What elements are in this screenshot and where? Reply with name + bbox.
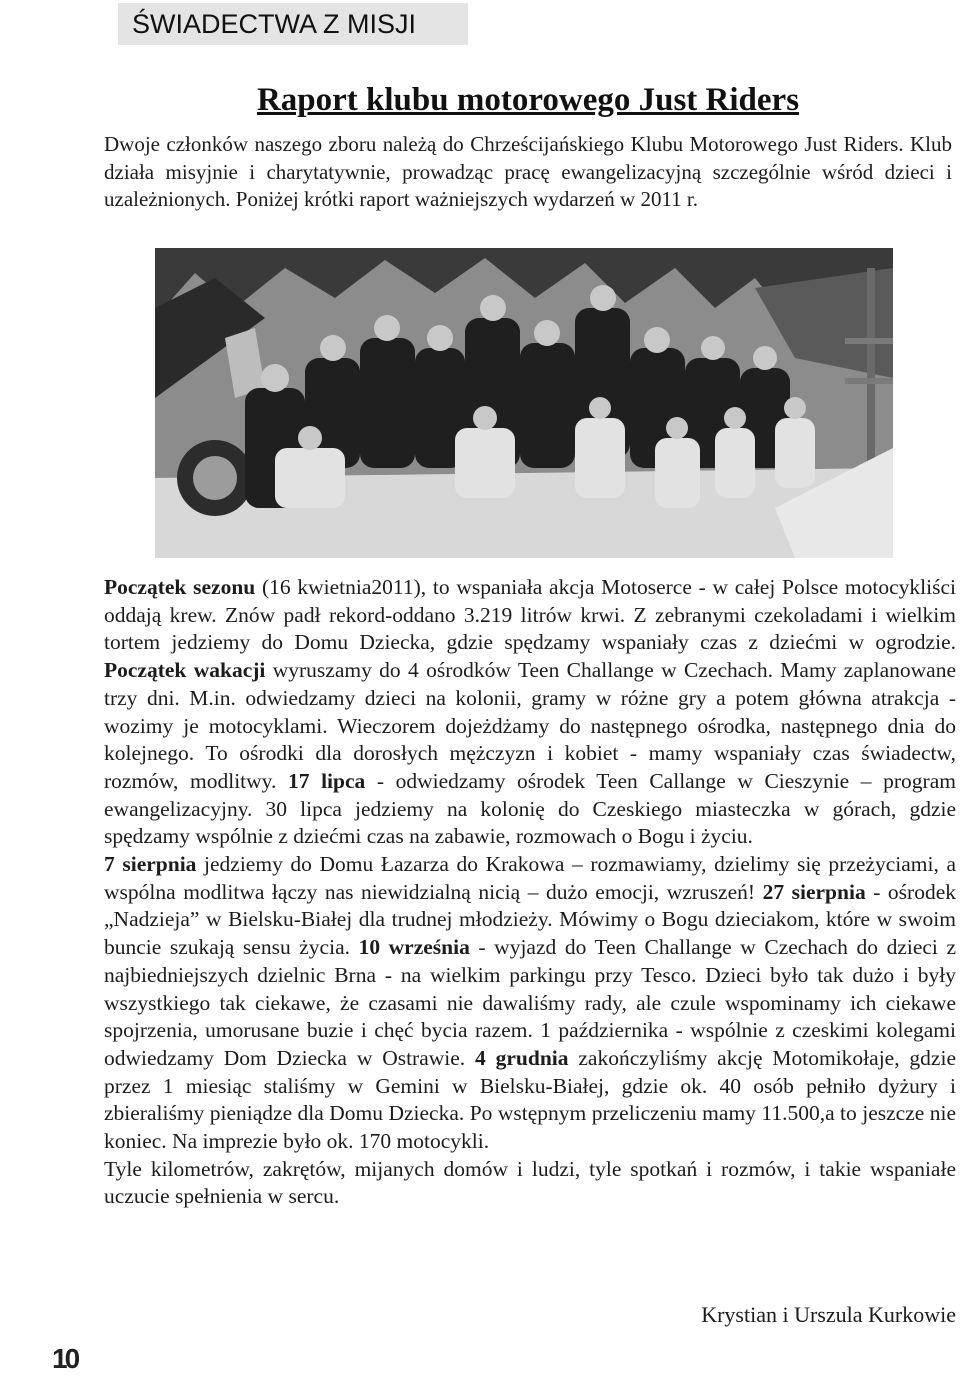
bold-date: Początek sezonu [104, 575, 256, 599]
signature: Krystian i Urszula Kurkowie [701, 1302, 956, 1327]
bold-date: 27 sierpnia [762, 879, 866, 904]
bold-date: 10 września [358, 935, 470, 960]
bold-date: 17 lipca [288, 768, 366, 793]
paragraph-text: zakończyliśmy akcję Motomikołaje, gdzie przez 1 miesiąc staliśmy w Gemini w Bielsku-Białej, gdzie ok. 40 osób pełniło dyżury i zbieraliśmy pieniądze dla Domu Dziecka. Po wstępnym przeliczeniu mamy 11.500,a to jeszcze nie koniec. Na imprezie było ok. 170 motocykli. [104, 1045, 956, 1154]
article-body [104, 574, 956, 1211]
paragraph-text: - ośrodek „Nadzieja” w Bielsku-Białej dla trudnej młodzieży. Mówimy o Bogu dzieciakom, które w swoim buncie szukają sensu życia. [104, 879, 956, 960]
paragraph-text: - wyjazd do Teen Challange w Czechach do dzieci z najbiedniejszych dzielnic Brna - na wielkim parkingu przy Tesco. Dzieci było tak dużo i były wszystkiego tak ciekawe, że czasami nie dawaliśmy rady, ale czule wspominamy ich ciekawe spojrzenia, umorusane buzie i chęć bycia razem. 1 października - wspólnie z czeskimi kolegami odwiedzamy Dom Dziecka w Ostrawie. [104, 935, 957, 1070]
article-title: Raport klubu motorowego Just Riders [256, 82, 800, 118]
paragraph-text: wyruszamy do 4 ośrodków Teen Challange w Czechach. Mamy zaplanowane trzy dni. M.in. odwiedzamy dzieci na kolonii, gramy w różne gry a potem główna atrakcja - wozimy je motocyklami. Wieczorem dojeżdżamy do następnego ośrodka, następnego dnia do kolejnego. To ośrodki dla dorosłych mężczyzn i kobiet - mamy wspaniały czas świadectw, rozmów, modlitwy. [104, 658, 956, 793]
bold-date: 4 grudnia [475, 1045, 569, 1070]
page-number: 10 [52, 1343, 78, 1374]
group-photo [155, 248, 893, 558]
bold-date: 7 sierpnia [104, 852, 197, 877]
bold-date: Początek wakacji [104, 658, 266, 683]
paragraph-text: jedziemy do Domu Łazarza do Krakowa – rozmawiamy, dzielimy się przeżyciami, a wspólna modlitwa łączy nas niewidzialną nicią – dużo emocji, wzruszeń! [104, 852, 956, 904]
article-intro: Dwoje członków naszego zboru należą do Chrześcijańskiego Klubu Motorowego Just Riders. Klub działa misyjnie i charytatywnie, prowadząc pracę ewangelizacyjną szczególnie wśród dzieci i uzależnionych. Poniżej krótki raport ważniejszych wydarzeń w 2011 r. [104, 132, 952, 211]
paragraph-text: (16 kwietnia2011), to wspaniała akcja Motoserce - w całej Polsce motocykliści oddają krew. Znów padł rekord-oddano 3.219 litrów krwi. Z zebranymi czekoladami i wielkim tortem jedziemy do Domu Dziecka, gdzie spędzamy wspaniały czas z dziećmi w ogrodzie. [104, 575, 956, 655]
section-header: ŚWIADECTWA Z MISJI [118, 3, 468, 45]
paragraph-text: - odwiedzamy ośrodek Teen Callange w Cieszynie – program ewangelizacyjny. 30 lipca jedziemy na kolonię do Czeskiego miasteczka w górach, gdzie spędzamy wspólnie z dziećmi czas na zabawie, rozmowach o Bogu i życiu. [104, 768, 956, 849]
paragraph: Tyle kilometrów, zakrętów, mijanych domów i ludzi, tyle spotkań i rozmów, i takie wspaniałe uczucie spełnienia w sercu. [104, 1156, 956, 1209]
paragraph [104, 851, 956, 1156]
paragraph [104, 574, 956, 851]
